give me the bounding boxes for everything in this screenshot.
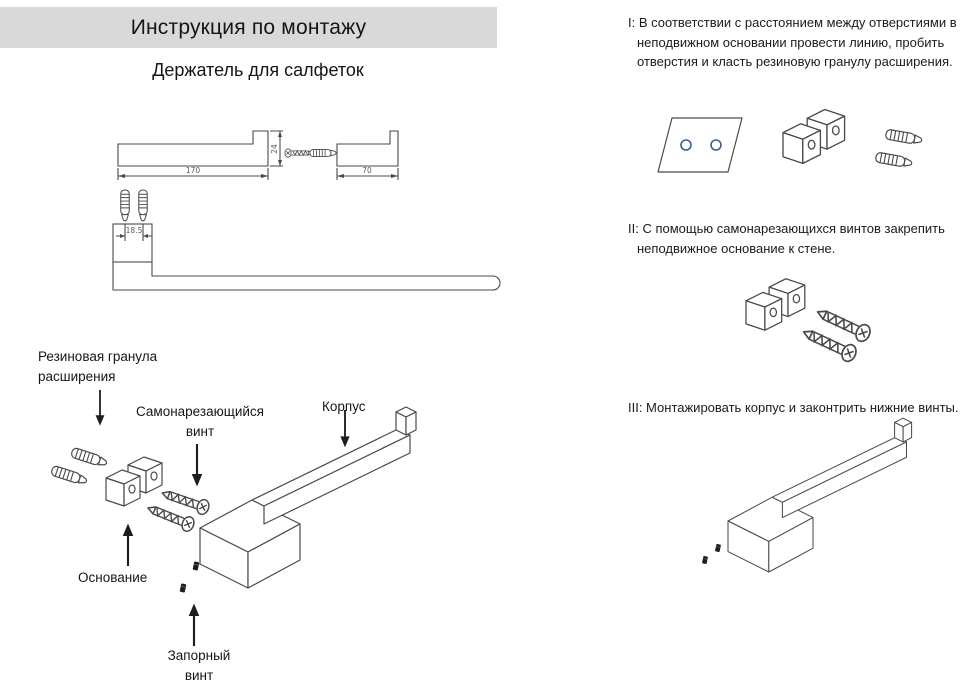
page-title: Инструкция по монтажу xyxy=(130,15,367,39)
top-view-drawing xyxy=(113,190,500,290)
step3-illustration xyxy=(702,418,912,572)
step-2-text: II: С помощью самонарезающихся винтов закрепить неподвижное основание к стене. xyxy=(628,221,945,256)
arrow-up-icon xyxy=(123,524,134,567)
holder-body-part xyxy=(728,418,912,572)
label-base: Основание xyxy=(78,570,148,585)
set-screw-icon xyxy=(180,583,187,592)
wall-plug-icon xyxy=(139,190,148,221)
base-part xyxy=(106,457,162,506)
screw-icon xyxy=(800,324,859,364)
screw-icon xyxy=(285,149,312,157)
label-rubber-plug: Резиновая гранула расширения xyxy=(38,349,158,384)
dim-depth: 70 xyxy=(362,166,372,175)
set-screw-icon xyxy=(702,556,708,564)
step-3-text: III: Монтажировать корпус и законтрить нижние винты. xyxy=(628,400,959,415)
wall-plug-icon xyxy=(70,447,108,468)
step-1-text: I: В соответствии с расстоянием между отверстиями в неподвижном основании провести линию, пробить отверстия и класть резиновую гранулу расширения. xyxy=(628,15,957,69)
product-title: Держатель для салфеток xyxy=(152,60,364,80)
label-self-tapping-screw: Самонарезающийся винт xyxy=(136,404,264,439)
set-screw-icon xyxy=(193,561,200,570)
arrow-down-icon xyxy=(96,390,105,426)
step2-illustration xyxy=(746,279,873,364)
wall-plug-icon xyxy=(885,129,922,145)
dim-length: 170 xyxy=(185,166,201,175)
arrow-down-icon xyxy=(192,444,203,487)
header-bar xyxy=(0,7,497,48)
dim-hole-spacing: 18.5 xyxy=(125,226,143,235)
wall-plug-icon xyxy=(121,190,130,221)
set-screw-icon xyxy=(715,544,721,552)
side-view-drawing xyxy=(285,131,398,180)
step1-illustration xyxy=(658,110,923,173)
front-view-drawing xyxy=(118,131,283,180)
wall-plug-icon xyxy=(310,149,336,156)
dim-height: 24 xyxy=(270,144,279,154)
wall-plug-icon xyxy=(50,465,88,486)
base-part xyxy=(746,279,805,330)
label-lock-screw: Запорный винт xyxy=(167,648,231,683)
base-part xyxy=(783,110,845,164)
label-body: Корпус xyxy=(322,399,366,414)
wall-plug-icon xyxy=(875,152,912,168)
arrow-up-icon xyxy=(189,604,200,647)
